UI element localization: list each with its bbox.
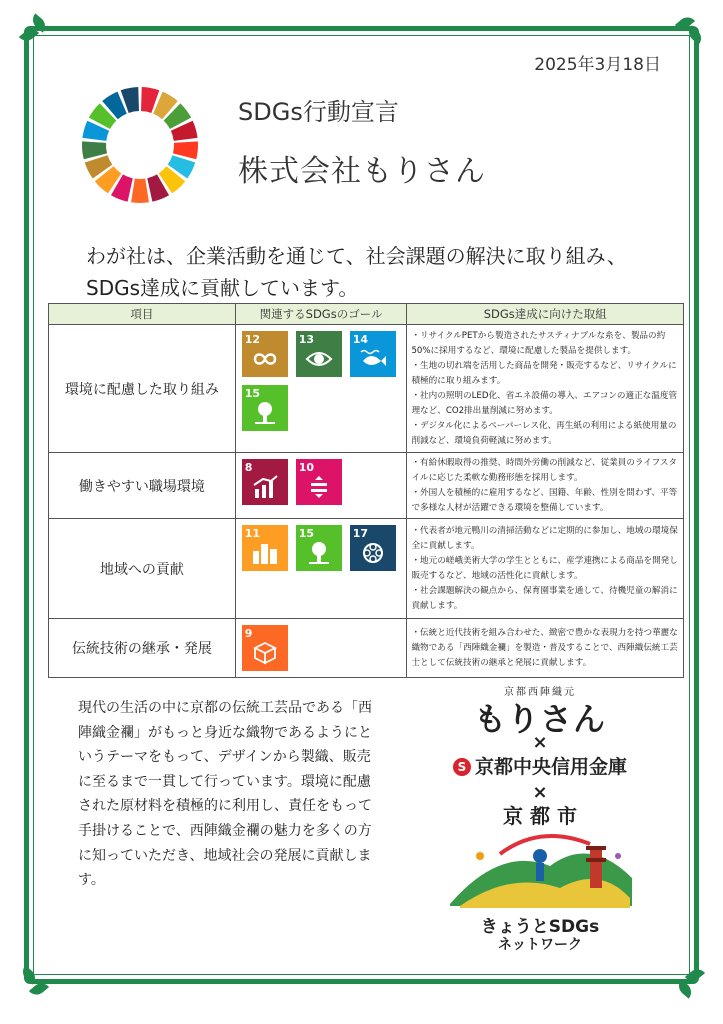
header-item: 項目 (49, 304, 236, 325)
company-description: 現代の生活の中に京都の伝統工芸品である「西陣織金襴」がもっと身近な織物であるようにというテーマをもって、デザインから製織、販売に至るまで一貫して行っています。環境に配慮された原材料を積極的に利用し、責任をもって手掛けることで、西陣織金襴の魅力を多くの方に知っていただき、地域社会の発展に貢献します。 (78, 700, 372, 889)
action-item: ・伝統と近代技術を組み合わせた、緻密で豊かな表現力を持つ華麗な織物である「西陣織金襴」を製造・普及することで、西陣織伝統工芸士として伝統技術の継承と発展に貢献します。 (411, 627, 678, 668)
action-item: ・外国人を積極的に雇用するなど、国籍、年齢、性別を問わず、平等で多様な人材が活躍できる環境を整備しています。 (411, 487, 678, 513)
sdg-goal-12-tile (242, 331, 288, 377)
sdg-goal-9-tile (242, 625, 288, 671)
lead-line-2: SDGs達成に貢献しています。 (86, 276, 359, 300)
city-name: 京 都 市 (503, 804, 577, 828)
sdg-goal-number: 17 (352, 527, 368, 540)
sdg-goal-number: 9 (244, 627, 253, 640)
multiply-sign: × (532, 782, 548, 803)
wheel-segment (173, 141, 198, 159)
sdg-goal-number: 12 (244, 333, 260, 346)
sdg-goal-number: 10 (298, 461, 314, 474)
network-name-line-2: ネットワーク (498, 937, 582, 953)
sdg-goal-number: 8 (244, 461, 253, 474)
wheel-segment (82, 141, 107, 159)
action-item: ・地元の嵯峨美術大学の学生とともに、産学連携による商品を開発し販売するなど、地域の活性化に貢献します。 (411, 555, 678, 581)
kyoto-sdgs-network-illustration (440, 826, 640, 918)
header-actions: SDGs達成に向けた取組 (407, 304, 684, 325)
bank-name (415, 752, 665, 779)
declaration-date: 2025年3月18日 (534, 55, 661, 75)
action-item: ・生地の切れ端を活用した商品を開発・販売するなど、リサイクルに積極的に取り組みます。 (411, 360, 677, 386)
sdg-goal-15-tile (296, 525, 342, 571)
sdg-goal-number: 11 (244, 527, 260, 540)
sdg-goal-11-tile (242, 525, 288, 571)
action-item: ・社会課題解決の観点から、保育園事業を通して、待機児童の解消に貢献します。 (411, 585, 678, 611)
action-item: ・デジタル化によるペーパーレス化、再生紙の利用による紙使用量の削減など、環境負荷軽減に努めます。 (411, 420, 677, 446)
sdg-goal-number: 14 (352, 333, 368, 346)
lead-line-1: わが社は、企業活動を通じて、社会課題の解決に取り組み、 (86, 244, 627, 268)
sdgs-wheel-logo (80, 85, 200, 205)
network-name-line-1: きょうとSDGs (480, 917, 600, 937)
sdg-goal-number: 15 (244, 387, 260, 400)
sdg-goal-15-tile (242, 385, 288, 431)
partner-sub-label: 京都西陣織元 (504, 687, 576, 698)
multiply-sign: × (532, 732, 548, 753)
sdg-goal-13-tile (296, 331, 342, 377)
row-item-label: 地域への貢献 (49, 519, 236, 619)
bank-logo-icon: S (453, 758, 471, 776)
action-item: ・代表者が地元鴨川の清掃活動などに定期的に参加し、地域の環境保全に貢献します。 (411, 525, 678, 551)
action-item: ・社内の照明のLED化、省エネ設備の導入、エアコンの適正な温度管理など、CO2排出量削減に努めます。 (411, 390, 678, 416)
table-row (49, 325, 684, 453)
sdg-table (48, 303, 684, 678)
row-goal-icons (235, 619, 407, 678)
table-row (49, 619, 684, 678)
lead-statement (86, 240, 666, 304)
row-actions (407, 453, 684, 519)
bank-name-text: 京都中央信用金庫 (474, 756, 627, 778)
row-actions (407, 519, 684, 619)
page-title: SDGs行動宣言 (238, 98, 399, 126)
sdg-goal-17-tile (350, 525, 396, 571)
sdg-goal-10-tile (296, 459, 342, 505)
company-name: 株式会社もりさん (238, 154, 486, 189)
row-item-label: 伝統技術の継承・発展 (49, 619, 236, 678)
sdg-goal-number: 15 (298, 527, 314, 540)
action-item: ・有給休暇取得の推奨、時間外労働の削減など、従業員のライフスタイルに応じた柔軟な勤務形態を採用します。 (411, 457, 678, 483)
sdg-goal-14-tile (350, 331, 396, 377)
table-row (49, 519, 684, 619)
row-goal-icons (235, 519, 407, 619)
sdg-goal-8-tile (242, 459, 288, 505)
row-goal-icons (235, 453, 407, 519)
sdg-goal-number: 13 (298, 333, 314, 346)
wheel-segment (131, 179, 149, 203)
header-goals: 関連するSDGsのゴール (235, 304, 407, 325)
row-actions (407, 325, 684, 453)
row-item-label: 働きやすい職場環境 (49, 453, 236, 519)
table-row (49, 453, 684, 519)
action-item: ・リサイクルPETから製造されたサスティナブルな糸を、製品の約50%に採用するなど、環境に配慮した製品を提供します。 (411, 330, 666, 356)
row-item-label: 環境に配慮した取り組み (49, 325, 236, 453)
row-goal-icons (235, 325, 407, 453)
brand-logo: もりさん (473, 700, 606, 738)
row-actions (407, 619, 684, 678)
table-header-row (49, 304, 684, 325)
